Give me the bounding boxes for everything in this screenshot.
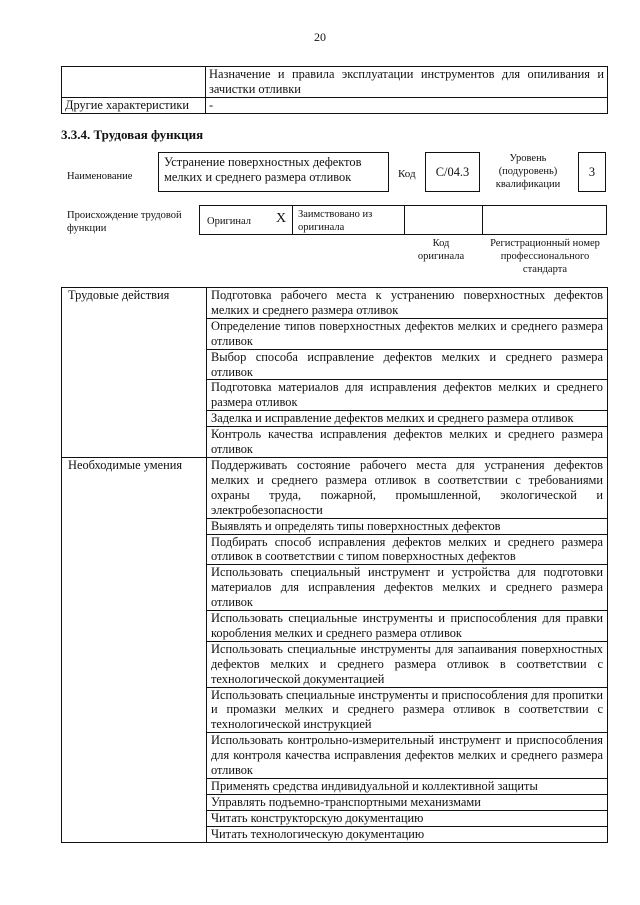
original-label: Оригинал [207,216,251,227]
level-value: 3 [588,165,596,179]
skill-item: Использовать специальный инструмент и устройства для подготовки материалов для исправления дефектов мелких и среднего размера отливок [207,565,608,611]
knowledge-item: Назначение и правила эксплуатации инструментов для опиливания и зачистки отливки [206,67,608,98]
skill-item: Использовать контрольно-измерительный инструмент и приспособления для контроля качества исправления дефектов мелких и среднего размера отливок [207,733,608,779]
labor-action-item: Выбор способа исправление дефектов мелких и среднего размера отливок [207,349,608,380]
code-value: C/04.3 [435,165,470,179]
skill-item: Выявлять и определять типы поверхностных дефектов [207,518,608,534]
skill-item: Управлять подъемно-транспортными механизмами [207,794,608,810]
labor-actions-label: Трудовые действия [62,288,207,458]
section-title: 3.3.4. Трудовая функция [61,127,204,142]
skill-item: Подбирать способ исправления дефектов мелких и среднего размера отливок в соответствии с типом поверхностных дефектов [207,534,608,565]
labor-action-item: Подготовка материалов для исправления дефектов мелких и среднего размера отливок [207,380,608,411]
skill-item: Использовать специальные инструменты и приспособления для правки коробления мелких и среднего размера отливок [207,611,608,642]
labor-function-table [61,287,608,843]
skill-item: Читать конструкторскую документацию [207,810,608,826]
level-label: Уровень (подуровень) квалификации [495,153,561,190]
code-box [425,152,480,192]
other-characteristics-label: Другие характеристики [62,98,206,114]
labor-action-item: Контроль качества исправления дефектов мелких и среднего размера отливок [207,427,608,458]
borrowed-label: Заимствовано из оригинала [298,209,373,233]
divider [482,206,483,234]
skill-item: Использовать специальные инструменты и приспособления для пропитки и промазки мелких и среднего размера отливок в соответствии с технологической инструкцией [207,687,608,733]
divider [404,206,405,234]
original-code-caption: Код оригинала [417,238,465,262]
labor-action-item: Подготовка рабочего места к устранению поверхностных дефектов мелких и среднего размера отливок [207,288,608,319]
origin-label: Происхождение трудовой функции [67,210,182,234]
function-name-box [158,152,389,192]
divider [292,206,293,234]
code-label: Код [398,168,416,180]
empty-cell [62,67,206,98]
skills-label: Необходимые умения [62,457,207,842]
name-label: Наименование [67,171,133,182]
other-characteristics-value: - [206,98,608,114]
function-name: Устранение поверхностных дефектов мелких и среднего размера отливок [164,155,362,184]
skill-item: Читать технологическую документацию [207,826,608,842]
origin-row [199,205,607,235]
labor-action-item: Заделка и исправление дефектов мелких и среднего размера отливок [207,411,608,427]
skill-item: Поддерживать состояние рабочего места для устранения дефектов мелких и среднего размера отливок в соответствии с требованиями охраны труда, пожарной, промышленной, экологической и электробезопасности [207,457,608,518]
characteristics-table [61,66,608,114]
original-mark: X [276,211,287,226]
skill-item: Использовать специальные инструменты для запаивания поверхностных дефектов мелких и среднего размера отливок в соответствии с технологической документацией [207,641,608,687]
labor-action-item: Определение типов поверхностных дефектов мелких и среднего размера отливок [207,318,608,349]
registration-number-caption: Регистрационный номер профессионального стандарта [490,238,600,275]
skill-item: Применять средства индивидуальной и коллективной защиты [207,779,608,795]
page-number: 20 [314,30,326,44]
level-box [578,152,606,192]
